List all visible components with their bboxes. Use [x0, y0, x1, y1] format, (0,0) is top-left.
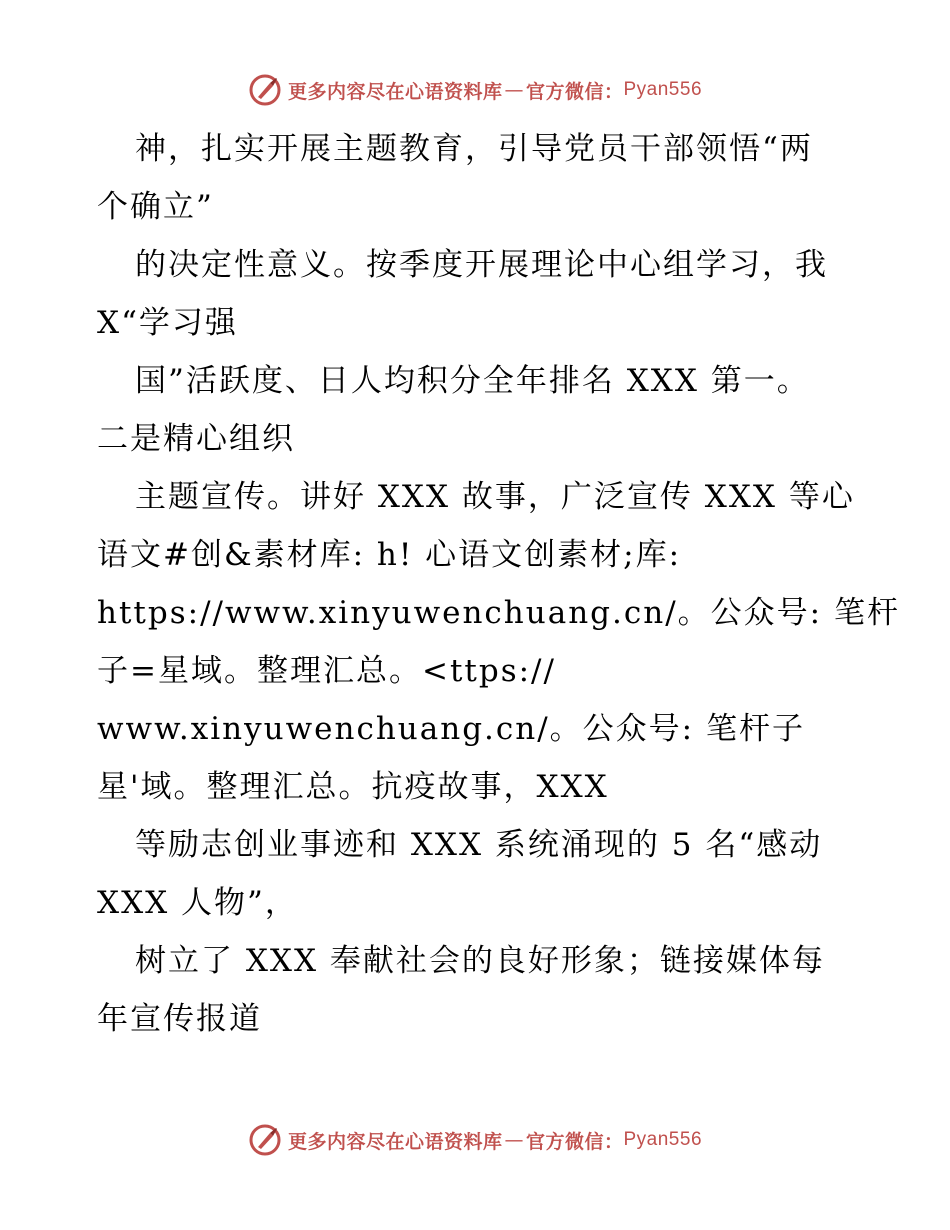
body-line: 主题宣传。讲好 XXX 故事，广泛宣传 XXX 等心	[135, 479, 855, 515]
body-line: www.xinyuwenchuang.cn/。公众号: 笔杆子	[97, 711, 805, 747]
body-line: 神，扎实开展主题教育，引导党员干部领悟“两	[135, 131, 813, 167]
watermark-text: 更多内容尽在心语资料库	[287, 80, 503, 103]
watermark-separator: —	[504, 79, 524, 101]
body-line: 的决定性意义。按季度开展理论中心组学习，我	[135, 247, 828, 283]
body-line: 个确立”	[97, 189, 214, 225]
quill-logo-icon	[248, 1123, 282, 1157]
body-line: XXX 人物”，	[97, 885, 298, 921]
body-line: 等励志创业事迹和 XXX 系统涌现的 5 名“感动	[135, 827, 823, 863]
body-line: 子=星域。整理汇总。<ttps://	[97, 653, 556, 689]
body-line: 二是精心组织	[97, 421, 295, 457]
watermark-id: Pyan556	[623, 1129, 703, 1150]
header-watermark	[0, 70, 950, 110]
body-line: 年宣传报道	[97, 1001, 262, 1037]
body-line: X“学习强	[97, 305, 238, 341]
watermark-text: 更多内容尽在心语资料库	[287, 1130, 503, 1153]
document-body	[97, 120, 900, 1048]
watermark-label: 官方微信：	[525, 1130, 624, 1153]
body-line: https://www.xinyuwenchuang.cn/。公众号: 笔杆	[97, 595, 900, 631]
body-line: 星'域。整理汇总。抗疫故事，XXX	[97, 769, 609, 805]
body-line: 国”活跃度、日人均积分全年排名 XXX 第一。	[135, 363, 810, 399]
body-line: 语文#创&素材库: h! 心语文创素材;库:	[97, 537, 682, 573]
watermark-separator: —	[504, 1129, 524, 1151]
body-line: 树立了 XXX 奉献社会的良好形象；链接媒体每	[135, 943, 825, 979]
footer-watermark	[0, 1120, 950, 1160]
watermark-label: 官方微信：	[525, 80, 624, 103]
quill-logo-icon	[248, 73, 282, 107]
watermark-id: Pyan556	[623, 79, 703, 100]
